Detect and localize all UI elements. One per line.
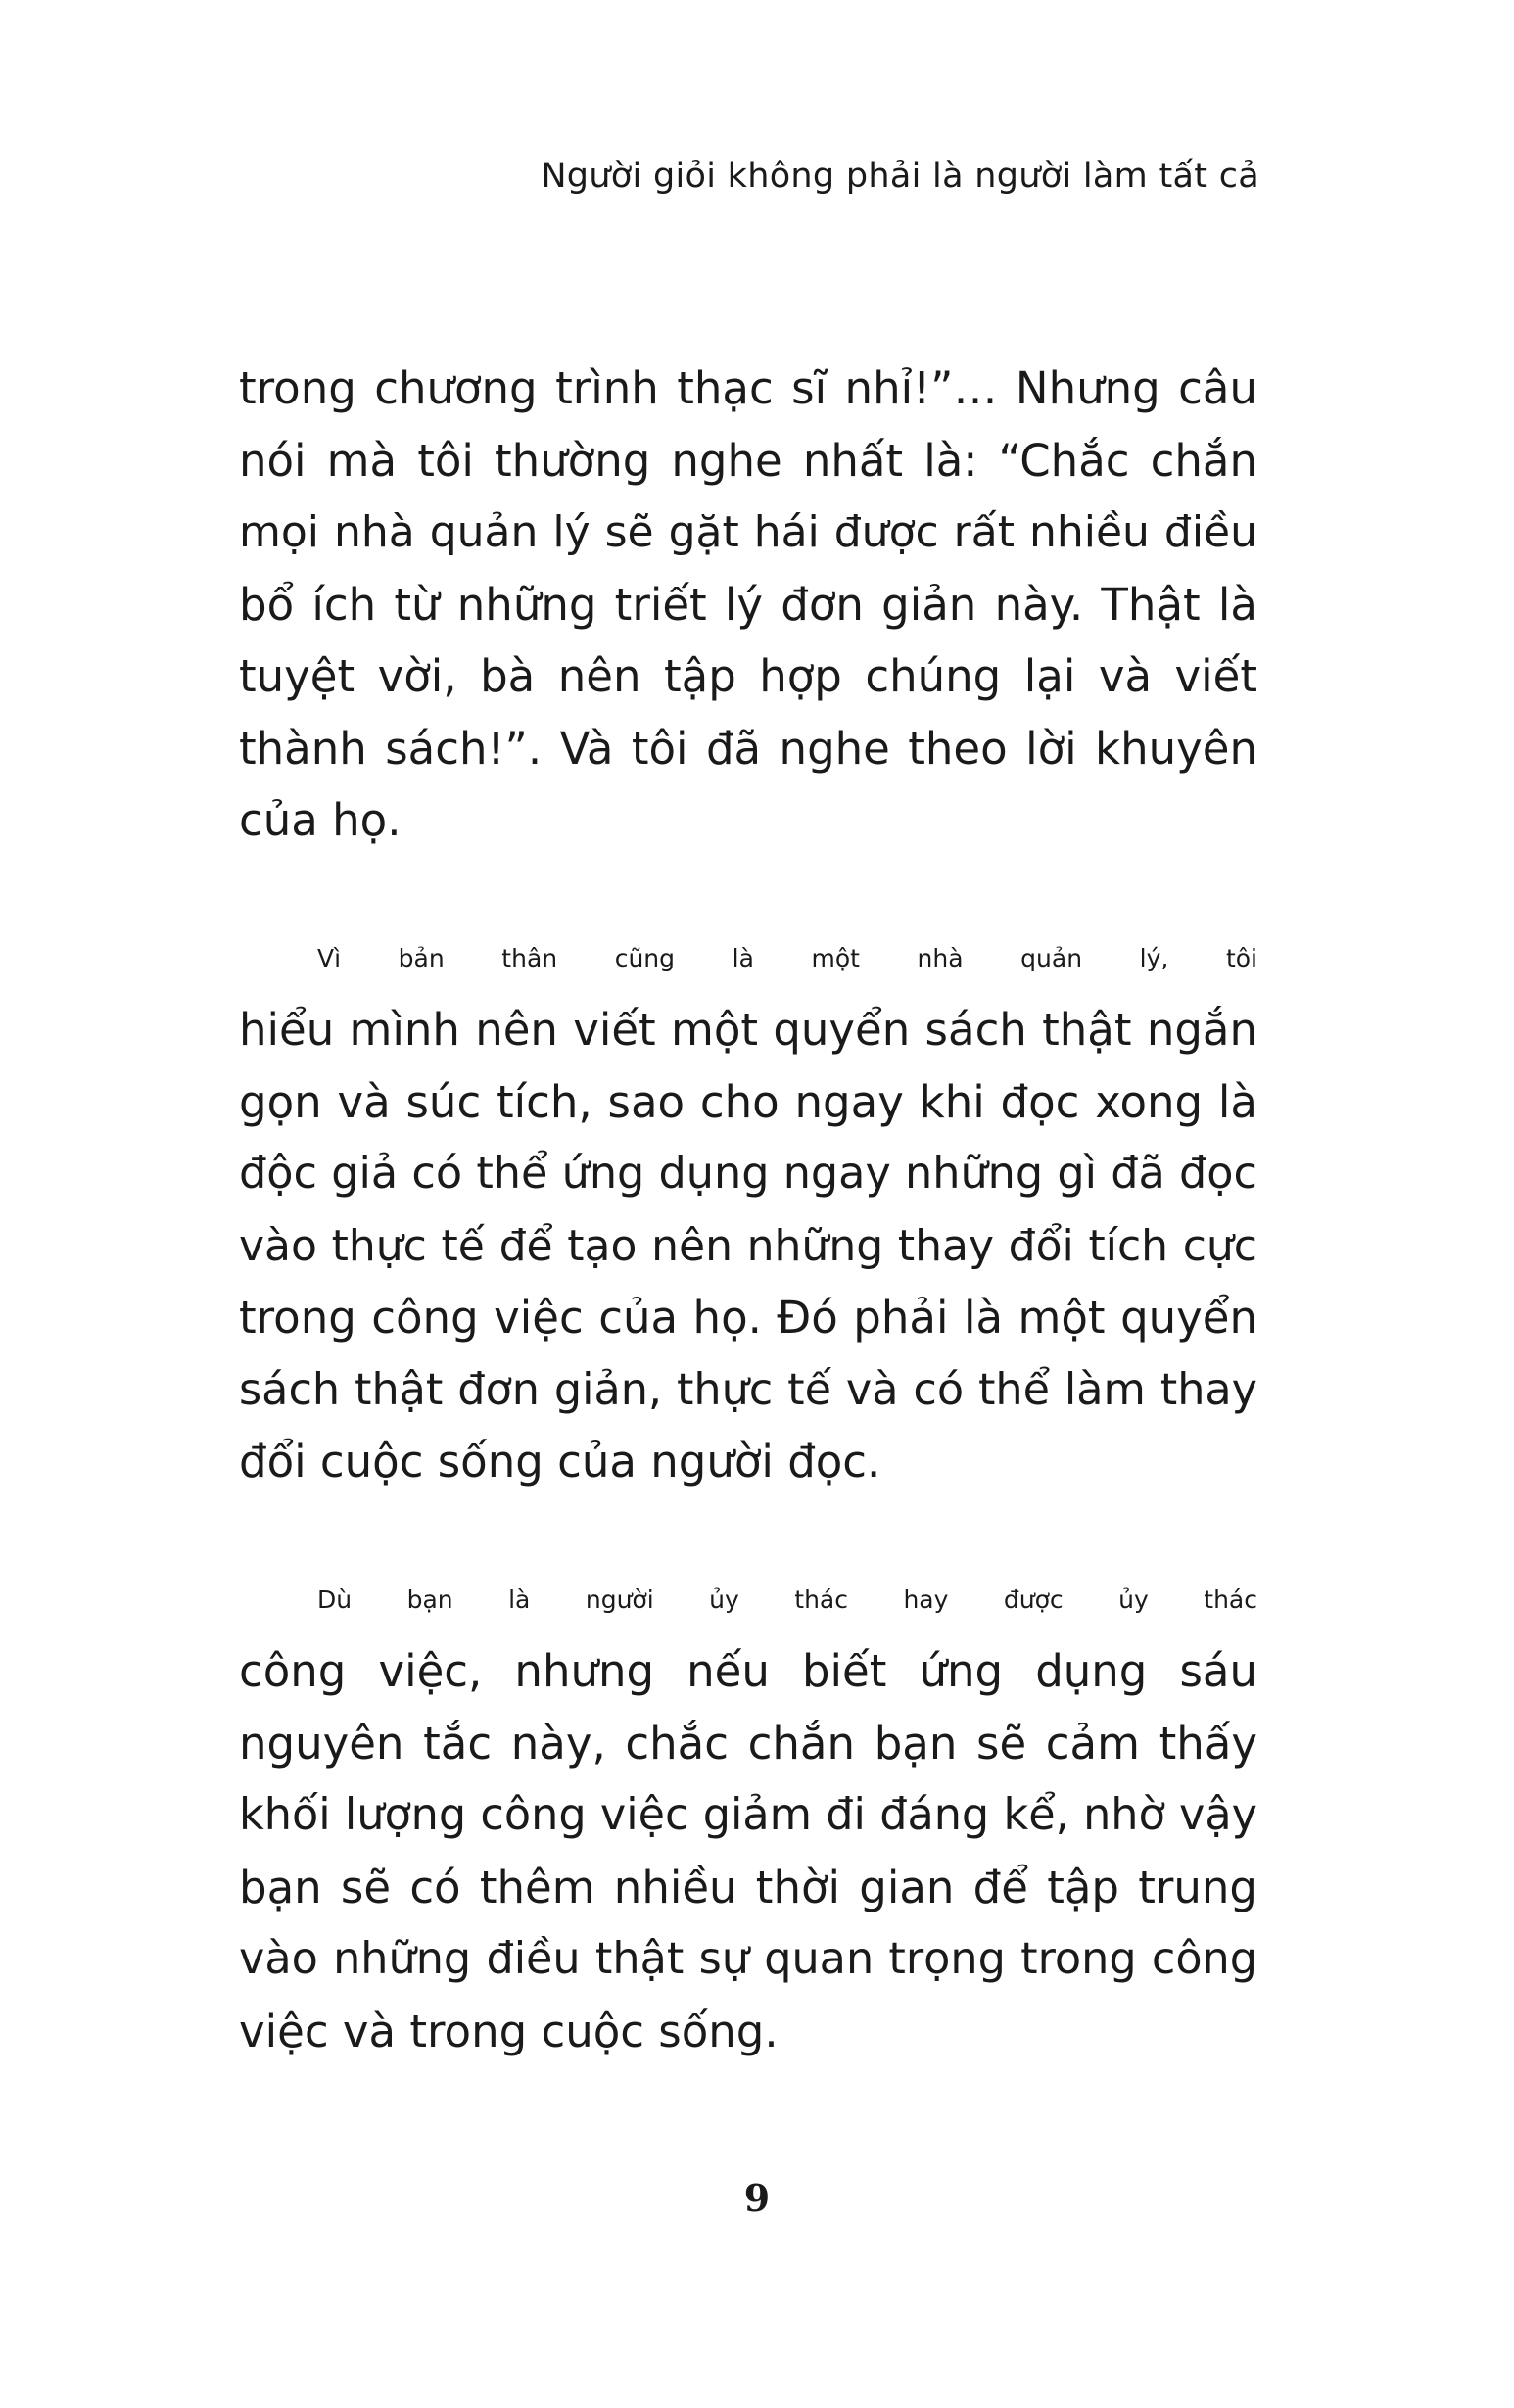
paragraph-3 (239, 1564, 1257, 2068)
text-line: bổ ích từ những triết lý đơn giản này. Thật là (239, 578, 1257, 631)
text-line: việc và trong cuộc sống. (239, 2005, 779, 2057)
text-line: vào những điều thật sự quan trọng trong công (239, 1934, 1257, 1984)
text-line: bạn sẽ có thêm nhiều thời gian để tập trung (239, 1861, 1257, 1913)
text-line: trong chương trình thạc sĩ nhỉ!”… Nhưng câu (239, 362, 1257, 414)
paragraph-1 (239, 353, 1257, 857)
text-line: thành sách!”. Và tôi đã nghe theo lời khuyên (239, 722, 1257, 775)
page-number: 9 (743, 2176, 771, 2220)
text-line: đổi cuộc sống của người đọc. (239, 1436, 881, 1487)
text-line: công việc, nhưng nếu biết ứng dụng sáu (239, 1645, 1257, 1697)
text-line: trong công việc của họ. Đó phải là một quyển (239, 1292, 1257, 1344)
text-line: Dù bạn là người ủy thác hay được ủy thác (317, 1584, 1257, 1614)
body-text (239, 353, 1257, 2067)
text-line: khối lượng công việc giảm đi đáng kể, nhờ vậy (239, 1790, 1257, 1840)
text-line: gọn và súc tích, sao cho ngay khi đọc xong là (239, 1075, 1257, 1128)
text-line: mọi nhà quản lý sẽ gặt hái được rất nhiều điều (239, 507, 1257, 557)
text-line: sách thật đơn giản, thực tế và có thể làm thay (239, 1364, 1257, 1415)
text-line: nguyên tắc này, chắc chắn bạn sẽ cảm thấy (239, 1717, 1257, 1770)
text-line: Vì bản thân cũng là một nhà quản lý, tôi (317, 943, 1257, 972)
text-line: độc giả có thể ứng dụng ngay những gì đã đọc (239, 1149, 1257, 1199)
text-line: của họ. (239, 794, 402, 846)
paragraph-2 (239, 922, 1257, 1498)
text-line: hiểu mình nên viết một quyển sách thật ngắn (239, 1004, 1257, 1056)
running-header: Người giỏi không phải là người làm tất cả (541, 157, 1259, 196)
text-line: tuyệt vời, bà nên tập hợp chúng lại và viết (239, 650, 1257, 702)
text-line: nói mà tôi thường nghe nhất là: “Chắc chắn (239, 434, 1257, 487)
text-line: vào thực tế để tạo nên những thay đổi tích cực (239, 1220, 1257, 1271)
